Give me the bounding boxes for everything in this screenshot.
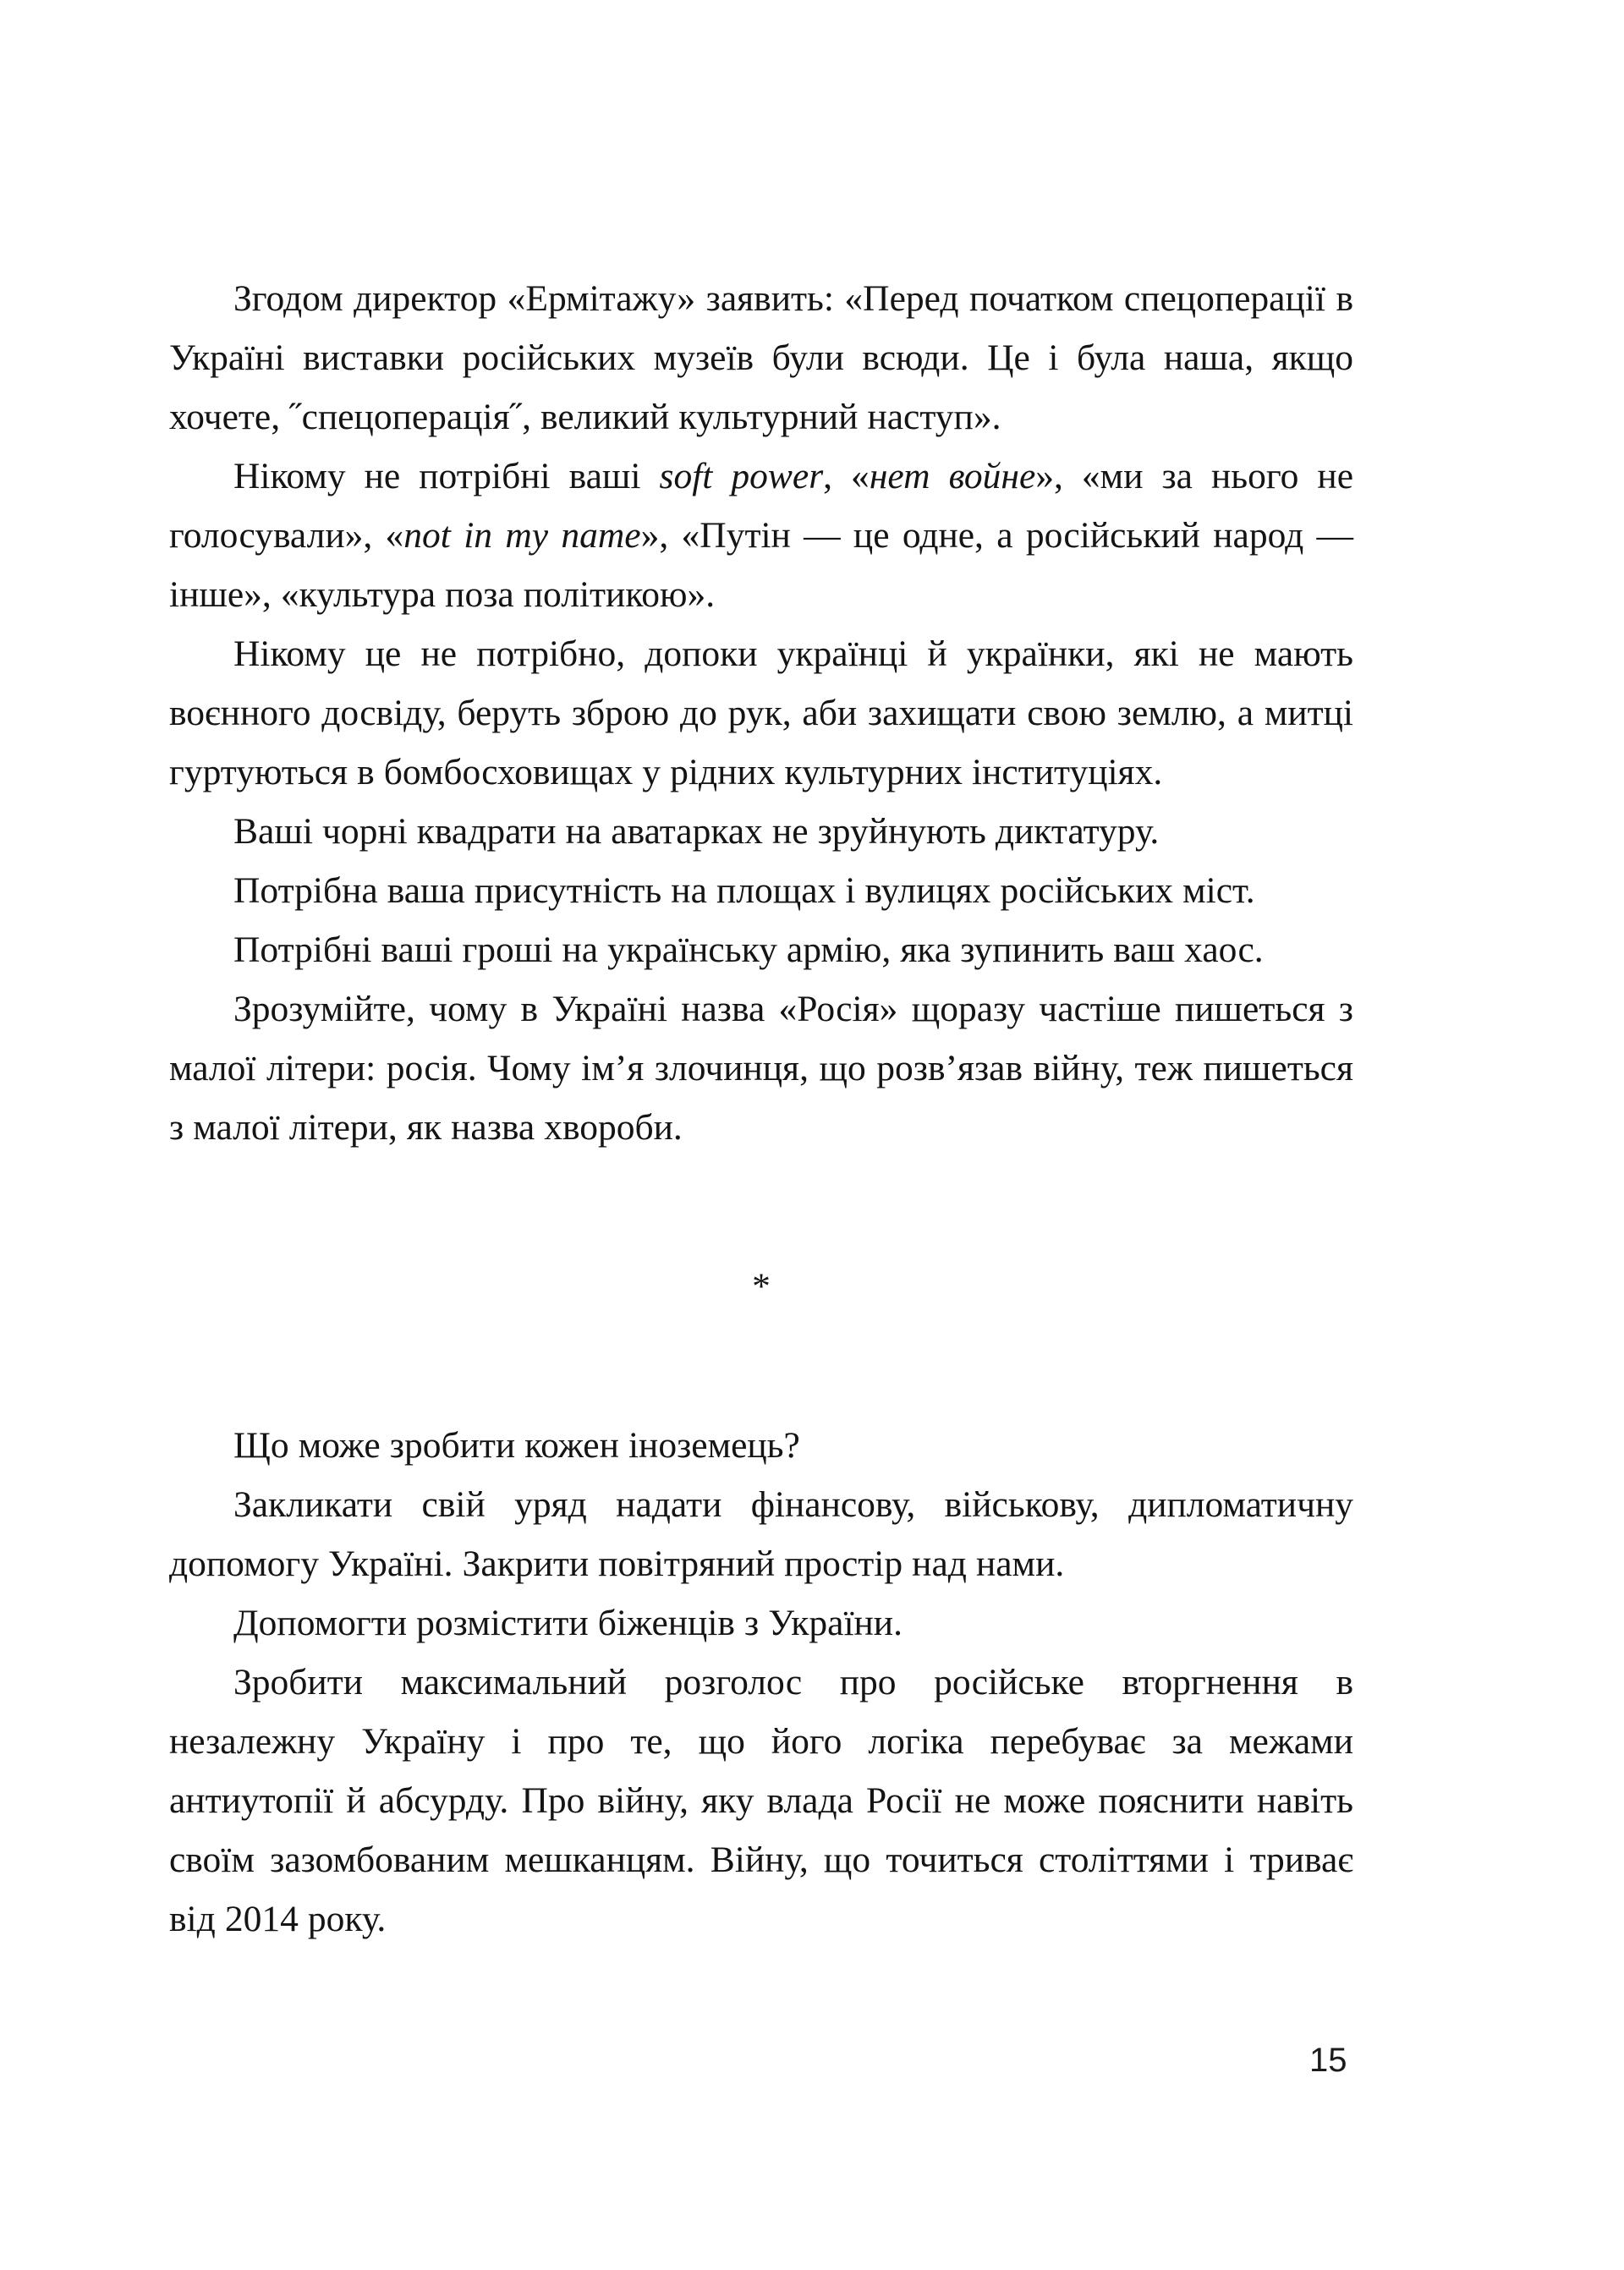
separator-gap-below <box>169 1316 1353 1416</box>
paragraph: Потрібна ваша присутність на площах і вулицях російських міст. <box>233 870 1255 911</box>
emphasis-text: soft power <box>659 456 824 496</box>
paragraph: Закликати свій уряд надати фінансову, військову, дипломатичну допомогу Україні. Закрити повітряний простір над нами. <box>169 1484 1353 1584</box>
text-column <box>169 269 1353 1949</box>
paragraph: Нікому не потрібні ваші soft power, «нет войне», «ми за нього не голосували», «not in my name», «Путін — це одне, а російський народ — інше», «культура поза політикою». <box>169 456 1354 615</box>
paragraph-block-upper <box>169 269 1353 1157</box>
page-number: 15 <box>1309 2042 1347 2079</box>
paragraph: Потрібні ваші гроші на українську армію, яка зупинить ваш хаос. <box>233 929 1264 970</box>
section-separator-asterisk: * <box>752 1266 771 1307</box>
paragraph: Зробити максимальний розголос про російське вторгнення в незалежну Україну і про те, що його логіка перебуває за межами антиутопії й абсурду. Про війну, яку влада Росії не може пояснити навіть своїм зазомбованим мешканцям. Війну, що точиться століттями і триває від 2014 року. <box>169 1662 1353 1939</box>
paragraph: Допомогти розмістити біженців з України. <box>233 1603 903 1643</box>
paragraph: Згодом директор «Ермітажу» заявить: «Перед початком спецоперації в Україні виставки російських музеїв були всюди. Це і була наша, якщо хочете, ˝спецоперація˝, великий культурний наступ». <box>169 278 1353 437</box>
paragraph-block-lower <box>169 1416 1353 1949</box>
emphasis-text: нет войне <box>869 456 1036 496</box>
paragraph: Зрозумійте, чому в Україні назва «Росія» щоразу частіше пишеться з малої літери: росія. Чому ім’я злочинця, що розв’язав війну, теж пишеться з малої літери, як назва хвороби. <box>169 989 1353 1148</box>
paragraph: Що може зробити кожен іноземець? <box>233 1425 800 1466</box>
paragraph: Ваші чорні квадрати на аватарках не зруйнують диктатуру. <box>233 811 1160 852</box>
paragraph: Нікому це не потрібно, допоки українці й українки, які не мають воєнного досвіду, беруть зброю до рук, аби захищати свою землю, а митці гуртуються в бомбосховищах у рідних культурних інституціях. <box>169 633 1353 792</box>
emphasis-text: not in my name <box>403 515 641 556</box>
separator-gap-above <box>169 1157 1353 1257</box>
